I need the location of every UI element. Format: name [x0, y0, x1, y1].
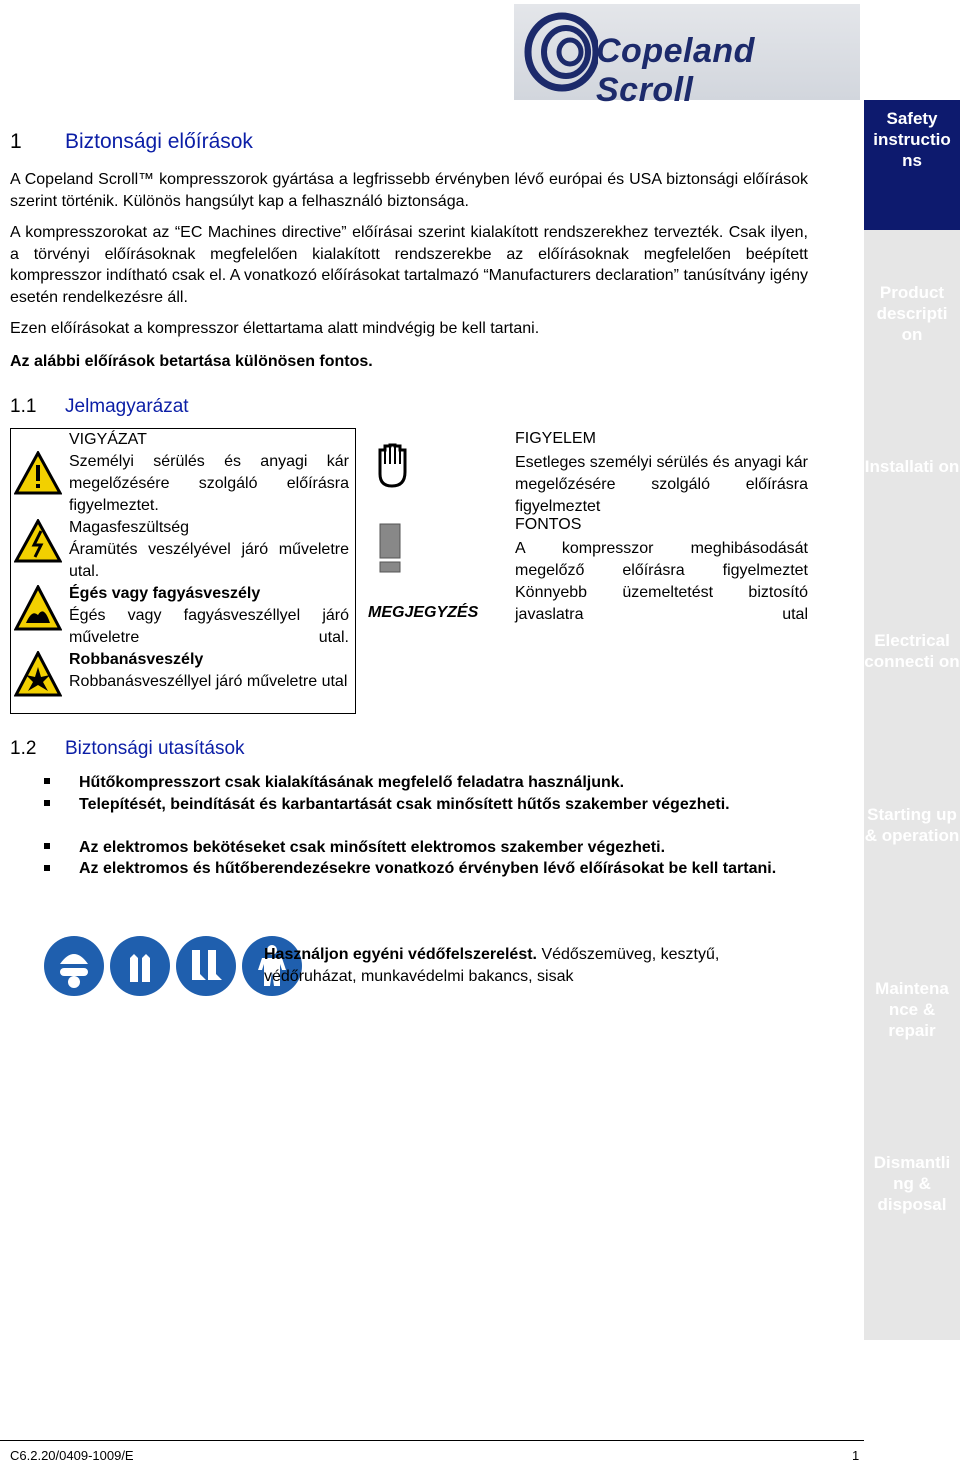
- boots-icon: [176, 936, 236, 996]
- legend-text-burn-freeze: Égés vagy fagyásveszéllyel járó műveletre utal.: [69, 607, 349, 646]
- sidebar-item-product-description[interactable]: Product descripti on: [876, 283, 948, 344]
- subsection-number: 1.1: [10, 396, 37, 417]
- section-heading: [10, 130, 253, 154]
- legend-table-left: [10, 428, 356, 714]
- bullet-marker: [44, 778, 50, 784]
- ppe-instruction-bold: Használjon egyéni védőfelszerelést.: [264, 946, 537, 963]
- legend-text-note: Könnyebb üzemeltetést biztosító javaslatra utal: [515, 584, 808, 623]
- footer-divider: [0, 1440, 864, 1441]
- directive-paragraph: A kompresszorokat az “EC Machines directive” előírásai szerint kialakított rendszerekhez tervezték. Csak ilyen, a törvényi előírásoknak megfelelően kialakított rendszerekbe az előírásoknak megfelelően beépített kompresszor indítható csak el. A vonatkozó előírásokat tartalmazó “Manufacturers declaration” tanúsítvány igény esetén rendelkezésre áll.: [10, 224, 808, 306]
- goggles-helmet-icon: [44, 936, 104, 996]
- logo-swirl-icon: [522, 10, 598, 94]
- legend-title-high-voltage: Magasfeszültség: [69, 519, 190, 536]
- legend-text-important: A kompresszor meghibásodását megelőző előírásra figyelmeztet: [515, 540, 808, 579]
- copeland-scroll-logo: [514, 4, 860, 109]
- subsection-title: Biztonsági utasítások: [65, 738, 245, 759]
- bullet-marker: [44, 843, 50, 849]
- legend-title-note: MEGJEGYZÉS: [368, 604, 479, 621]
- list-item: Az elektromos és hűtőberendezésekre vonatkozó érvényben lévő előírásokat be kell tartani.: [79, 860, 777, 877]
- logo-text: Copeland Scroll: [596, 32, 755, 109]
- legend-title-burn-freeze: Égés vagy fagyásveszély: [69, 585, 261, 602]
- footer-document-code: C6.2.20/0409-1009/E: [10, 1448, 134, 1463]
- sidebar-item-starting-up[interactable]: Starting up & operation: [864, 805, 960, 845]
- subsection-title: Jelmagyarázat: [65, 396, 189, 417]
- hand-stop-icon: [374, 442, 412, 490]
- bullet-marker: [44, 800, 50, 806]
- legend-text-attention: Esetleges személyi sérülés és anyagi kár megelőzésére szolgáló előírásra figyelmeztet: [515, 454, 808, 515]
- ppe-instruction: [264, 944, 808, 988]
- warning-triangle-icon: [14, 451, 62, 495]
- important-note: Az alábbi előírások betartása különösen fontos.: [10, 353, 373, 370]
- intro-paragraph: A Copeland Scroll™ kompresszorok gyártása a legfrissebb érvényben lévő európai és USA biztonsági előírások szerint történik. Különös hangsúlyt kap a felhasználó biztonsága.: [10, 171, 808, 210]
- subsection-heading-instructions: [10, 738, 245, 760]
- legend-title-important: FONTOS: [515, 516, 582, 533]
- lifetime-paragraph: Ezen előírásokat a kompresszor élettartama alatt mindvégig be kell tartani.: [10, 320, 540, 337]
- bullet-marker: [44, 865, 50, 871]
- section-title: Biztonsági előírások: [65, 130, 253, 153]
- high-voltage-icon: [14, 519, 62, 563]
- exclamation-icon: [378, 522, 402, 574]
- legend-title-caution: VIGYÁZAT: [69, 431, 147, 448]
- list-item: Az elektromos bekötéseket csak minősített elektromos szakember végezheti.: [79, 839, 666, 856]
- sidebar-item-maintenance[interactable]: Maintena nce & repair: [875, 979, 949, 1040]
- gloves-icon: [110, 936, 170, 996]
- sidebar-item-installation[interactable]: Installati on: [864, 457, 960, 476]
- sidebar-item-electrical-connection[interactable]: Electrical connecti on: [864, 631, 960, 671]
- ppe-instruction-text: Védőszemüveg, kesztyű, védőruházat, munkavédelmi bakancs, sisak: [264, 946, 720, 985]
- subsection-heading-legend: [10, 396, 189, 418]
- section-number: 1: [10, 130, 22, 153]
- legend-title-explosion: Robbanásveszély: [69, 651, 204, 668]
- footer-page-number: 1: [852, 1448, 860, 1463]
- legend-text-high-voltage: Áramütés veszélyével járó műveletre utal.: [69, 541, 349, 580]
- list-item: Telepítését, beindítását és karbantartását csak minősített hűtős szakember végezheti.: [79, 796, 730, 813]
- legend-text-caution: Személyi sérülés és anyagi kár megelőzésére szolgáló előírásra figyelmeztet.: [69, 453, 349, 514]
- sidebar-item-dismantling[interactable]: Dismantli ng & disposal: [873, 1153, 951, 1214]
- burn-freeze-icon: [14, 585, 62, 633]
- legend-title-attention: FIGYELEM: [515, 430, 596, 447]
- sidebar-item-safety-instructions[interactable]: Safety instructio ns: [873, 109, 951, 170]
- list-item: Hűtőkompresszort csak kialakításának megfelelő feladatra használjunk.: [79, 774, 625, 791]
- sidebar-nav: [864, 0, 960, 1468]
- legend-text-explosion: Robbanásveszéllyel járó műveletre utal: [69, 673, 348, 690]
- subsection-number: 1.2: [10, 738, 37, 759]
- explosion-icon: [14, 651, 62, 699]
